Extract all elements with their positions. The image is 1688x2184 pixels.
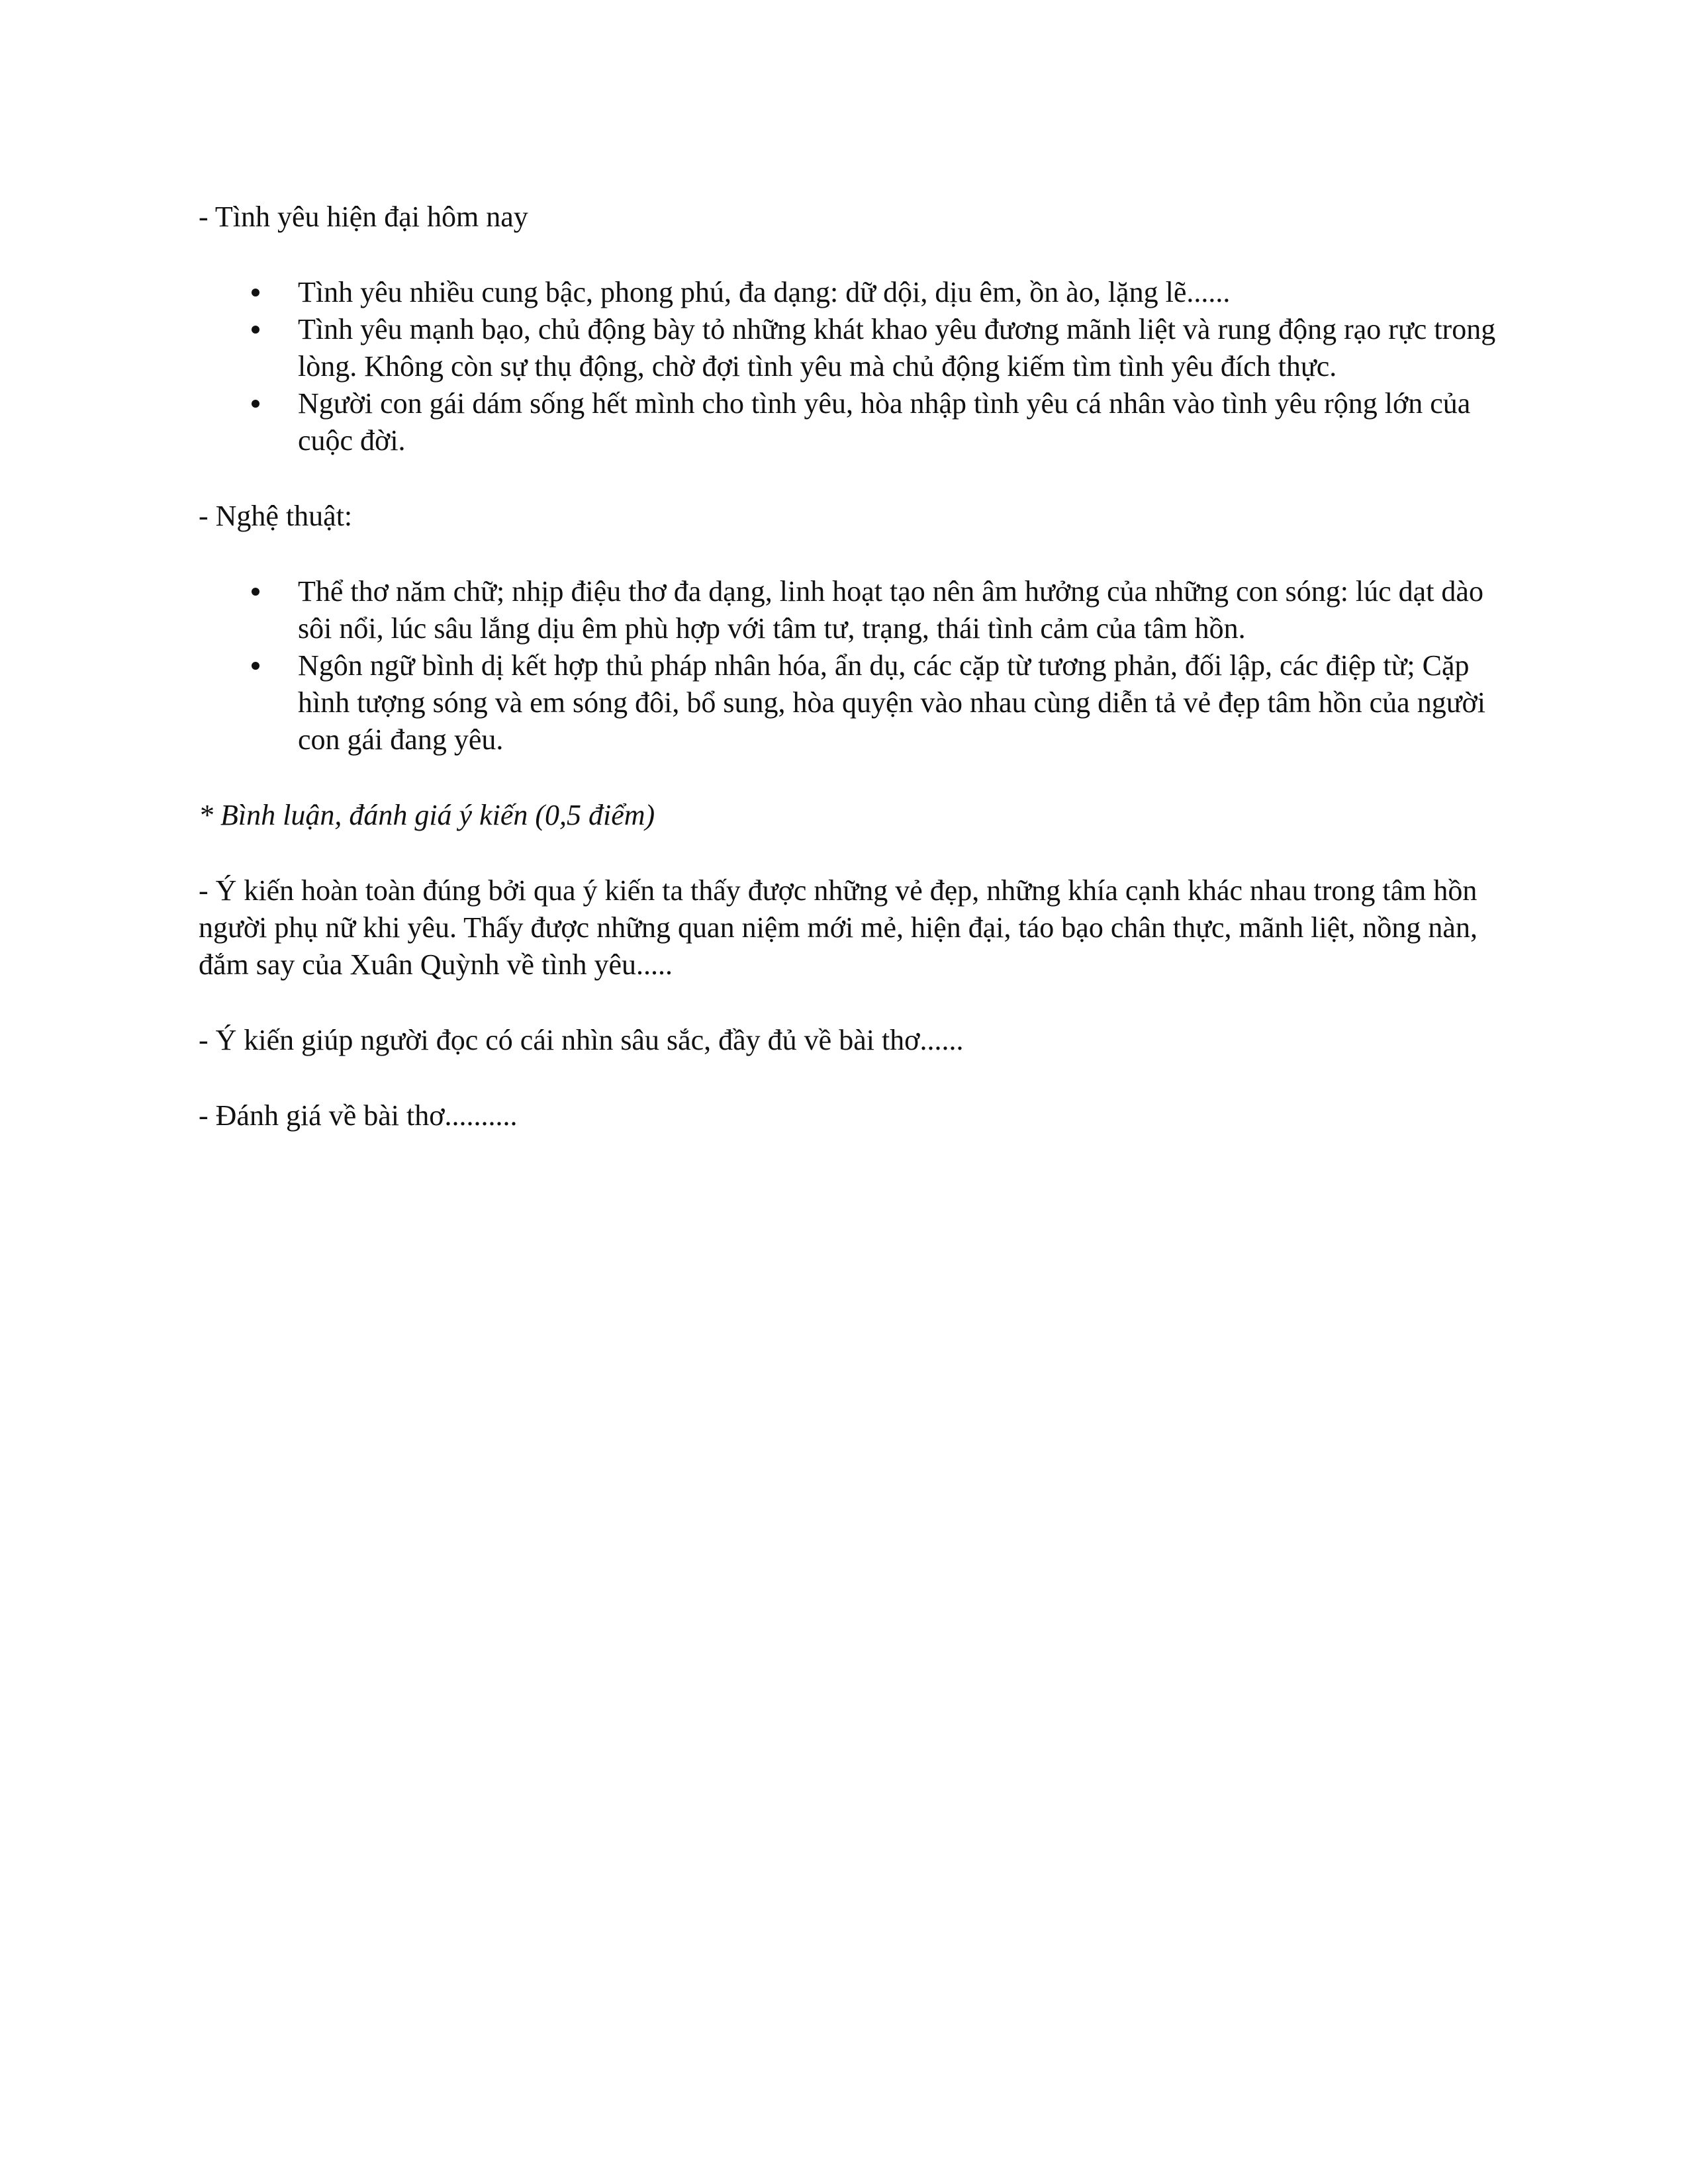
list-item: [298, 385, 1496, 459]
bullet-icon: [252, 400, 259, 408]
bullet-icon: [252, 289, 259, 296]
comment-paragraph-3: - Đánh giá về bài thơ..........: [199, 1099, 518, 1132]
list-item-text: Ngôn ngữ bình dị kết hợp thủ pháp nhân hóa, ẩn dụ, các cặp từ tương phản, đối lập, các điệp từ; Cặp hình tượng sóng và em sóng đôi, bổ sung, hòa quyện vào nhau cùng diễn tả vẻ đẹp tâm hồn của người con gái đang yêu.: [298, 649, 1486, 756]
bullet-icon: [252, 662, 259, 670]
list-item-text: Người con gái dám sống hết mình cho tình yêu, hòa nhập tình yêu cá nhân vào tình yêu rộng lớn của cuộc đời.: [298, 387, 1471, 457]
art-bullet-list: [199, 573, 1496, 758]
comment-heading: * Bình luận, đánh giá ý kiến (0,5 điểm): [199, 799, 655, 831]
modern-love-bullet-list: [199, 274, 1496, 459]
list-item-text: Thể thơ năm chữ; nhịp điệu thơ đa dạng, linh hoạt tạo nên âm hưởng của những con sóng: lúc dạt dào sôi nổi, lúc sâu lắng dịu êm phù hợp với tâm tư, trạng, thái tình cảm của tâm hồn.: [298, 575, 1483, 645]
document-page: [199, 199, 1496, 1134]
modern-love-heading: - Tình yêu hiện đại hôm nay: [199, 201, 528, 233]
bullet-icon: [252, 588, 259, 596]
list-item: [298, 647, 1496, 758]
bullet-icon: [252, 326, 259, 334]
list-item: [298, 274, 1496, 311]
art-heading: - Nghệ thuật:: [199, 500, 353, 532]
list-item-text: Tình yêu mạnh bạo, chủ động bày tỏ những khát khao yêu đương mãnh liệt và rung động rạo rực trong lòng. Không còn sự thụ động, chờ đợi tình yêu mà chủ động kiếm tìm tình yêu đích thực.: [298, 313, 1496, 383]
list-item-text: Tình yêu nhiều cung bậc, phong phú, đa dạng: dữ dội, dịu êm, ồn ào, lặng lẽ......: [298, 276, 1231, 308]
list-item: [298, 311, 1496, 385]
comment-paragraph-1: - Ý kiến hoàn toàn đúng bởi qua ý kiến ta thấy được những vẻ đẹp, những khía cạnh khác nhau trong tâm hồn người phụ nữ khi yêu. Thấy được những quan niệm mới mẻ, hiện đại, táo bạo chân thực, mãnh liệt, nồng nàn, đắm say của Xuân Quỳnh về tình yêu.....: [199, 874, 1477, 981]
comment-paragraph-2: - Ý kiến giúp người đọc có cái nhìn sâu sắc, đầy đủ về bài thơ......: [199, 1024, 964, 1056]
list-item: [298, 573, 1496, 647]
